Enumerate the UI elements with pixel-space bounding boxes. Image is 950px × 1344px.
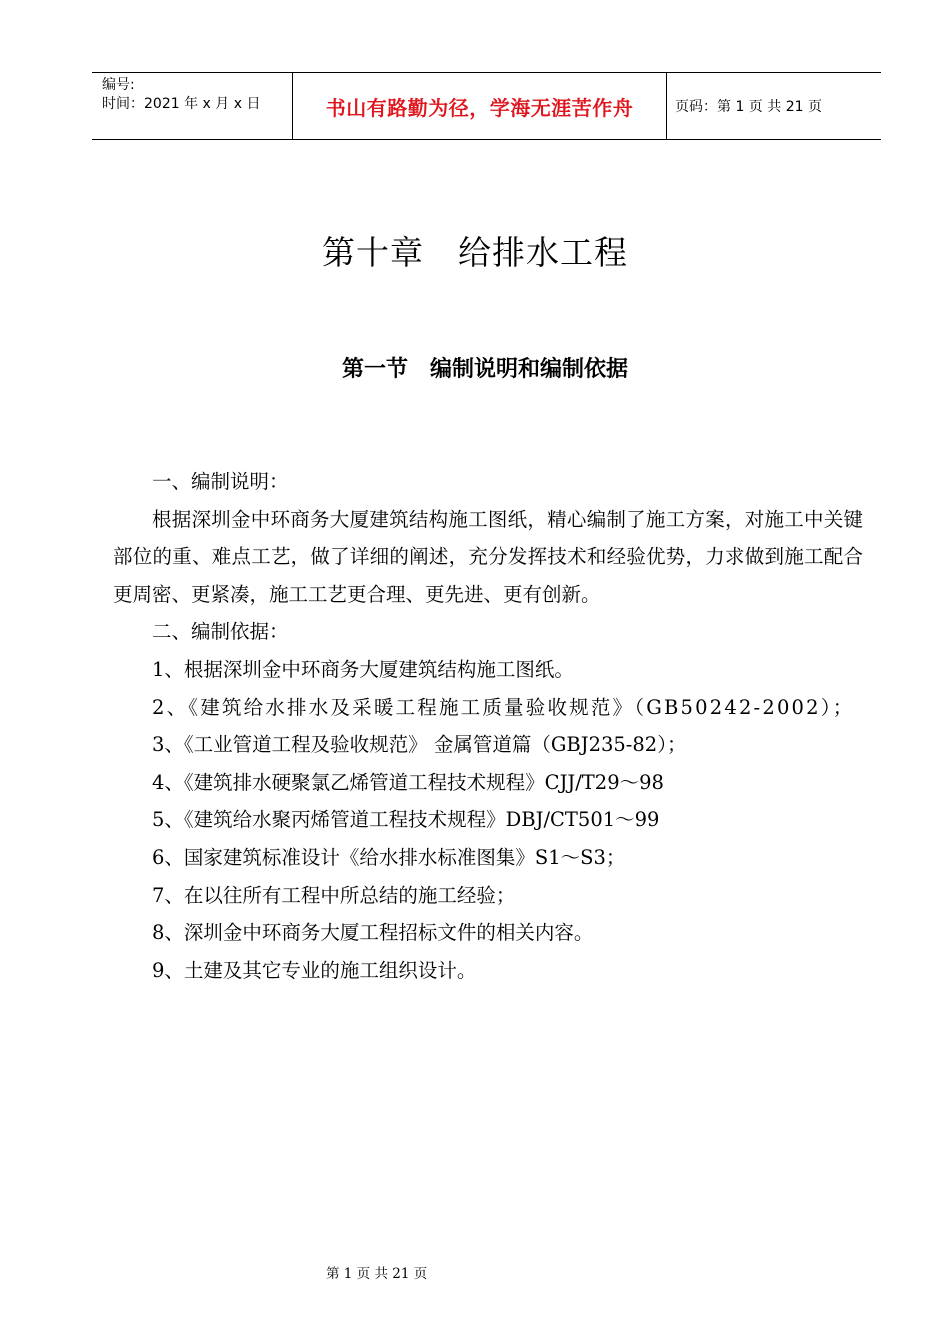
list-item: 4、《建筑排水硬聚氯乙烯管道工程技术规程》CJJ/T29～98 — [152, 770, 664, 794]
chapter-title: 第十章 给排水工程 — [322, 233, 628, 272]
list-item: 7、在以往所有工程中所总结的施工经验； — [152, 883, 516, 907]
paragraph-explanation: 根据深圳金中环商务大厦建筑结构施工图纸，精心编制了施工方案，对施工中关键部位的重、难点工艺，做了详细的阐述，充分发挥技术和经验优势，力求做到施工配合更周密、更紧凑，施工工艺更合理、更先进、更有创新。 — [113, 507, 863, 606]
list-item: 8、深圳金中环商务大厦工程招标文件的相关内容。 — [152, 921, 594, 945]
page-footer: 第 1 页 共 21 页 — [326, 1266, 428, 1282]
heading-explanation: 一、编制说明： — [152, 470, 289, 493]
header-page-info: 页码：第 1 页 共 21 页 — [675, 99, 822, 115]
heading-basis: 二、编制依据： — [152, 620, 289, 644]
list-item: 2、《建筑给水排水及采暖工程施工质量验收规范》（GB50242-2002）； — [152, 695, 855, 719]
document-time-label: 时间：2021 年 x 月 x 日 — [102, 96, 261, 112]
header-meta — [92, 73, 293, 139]
list-item: 5、《建筑给水聚丙烯管道工程技术规程》DBJ/CT501～99 — [152, 808, 660, 832]
list-item: 3、《工业管道工程及验收规范》 金属管道篇（GBJ235-82）； — [152, 733, 687, 757]
document-body — [113, 463, 863, 989]
list-item: 1、根据深圳金中环商务大厦建筑结构施工图纸。 — [152, 657, 574, 681]
list-item: 9、土建及其它专业的施工组织设计。 — [152, 958, 477, 982]
section-title: 第一节 编制说明和编制依据 — [341, 357, 628, 382]
page-header — [92, 72, 881, 140]
list-item: 6、国家建筑标准设计《给水排水标准图集》S1～S3； — [152, 845, 626, 869]
header-motto: 书山有路勤为径，学海无涯苦作舟 — [293, 73, 667, 139]
document-number-label: 编号: — [102, 77, 135, 93]
